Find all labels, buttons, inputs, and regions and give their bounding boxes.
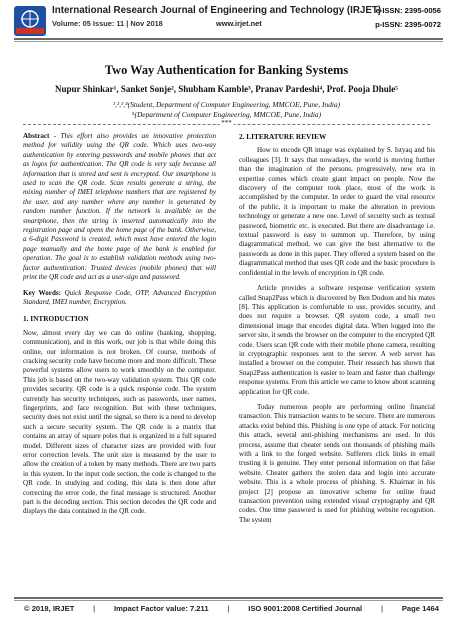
irjet-logo-icon — [14, 6, 46, 36]
footer-rule-thin — [14, 600, 443, 601]
footer-copyright: © 2018, IRJET — [24, 604, 75, 613]
footer-divider: | — [93, 604, 96, 613]
paper-authors: Nupur Shinkar¹, Sanket Sonje², Shubham Kamble³, Pranav Pardeshi⁴, Prof. Pooja Dhule⁵ — [55, 84, 398, 94]
introduction-text: Now, almost every day we can do online (banking, shopping, communication), and in this work, our job is that while doing this online, our information is not broken. Of course, methods of cracking security code have become more and more difficult. These powerful systems allow users to work smoothly on the computer. This job is based on the two-way validation system. This QR code provides security. QR code is a quick response code. The system currently has security techniques, such as passwords, user names, fingerprints, and face recognition. But with these techniques, security does not exist until the signal, so there is a need to develop such a secure security system. The QR code is a matrix that contains an array of square poles that is organized in a full squared model. Different sizes of character sizes are provided with four error correction levels. The unit size is measured by the user to allow the creation of a token by many methods. There are two parts in this system. In the input code section, the code is changed to the QR code. In studying and coding, this data is then done after correcting the error code, the final message is structured. Another part is the decoding section. This section decodes the QR code and displays the data contained in the QR code. — [23, 328, 216, 516]
header-rule-thin — [14, 41, 443, 42]
introduction-heading: 1. INTRODUCTION — [23, 314, 89, 324]
footer-impact-factor: Impact Factor value: 7.211 — [114, 604, 209, 613]
abstract — [23, 132, 216, 283]
journal-url[interactable]: www.irjet.net — [216, 19, 262, 28]
footer-divider: | — [227, 604, 230, 613]
abstract-label: Abstract — [23, 132, 50, 140]
journal-title: International Research Journal of Engineering and Technology (IRJET) — [52, 5, 382, 16]
paper-title: Two Way Authentication for Banking Systems — [104, 63, 349, 77]
journal-header — [14, 4, 443, 40]
keywords — [23, 289, 216, 308]
literature-review-heading: 2. LITERATURE REVIEW — [239, 132, 327, 141]
section-separator — [23, 121, 430, 129]
left-column — [23, 132, 216, 517]
keywords-text: Quick Response Code, OTP, Advanced Encryption Standard, IMEI number, Encryption. — [23, 288, 216, 306]
literature-paragraph-2: Article provides a software response verification system called Snap2Pass which is discovered by Ben Dodson and his mates [8]. This application is comfortable to use, provides security, and does not require a browser. QR system code, a small two dimensional image that encodes digital data. When logged into the server site, it sends the browser on the computer to the encrypted QR code. Users scan QR code with their mobile phone camera, resulting in cryptographic responses sent to the server. A web server has installed a browser on the computer. Their research has shown that Snap2Pass authentication is easier to learn and faster than challenge response systems. From this article we came to know about scanning application for QR code. — [239, 284, 436, 396]
volume-issue: Volume: 05 Issue: 11 | Nov 2018 — [52, 19, 163, 28]
literature-paragraph-1: How to encode QR image was explained by S. Istyaq and his colleagues [3]. It says that nowadays, the world is moving further than the imagination of the persons, progressively, new era in expertise comes which create giant impact on people. Now the discovery of the computer took place, most of the work is accomplished by the computer. In order to guard the vital resource of the public, it is important to make the alteration in previous technology or generate a new one. Level of security such as textual password, biometric etc. is executed. But there are disadvantage i.e. textual password is easy to summon up. Therefore, by using diagrammatical method, we can give the best alternative to the passwords as done in this paper. They offered a system based on the diagrammatical method that uses QR code and the basic procedure is confidential in the levels of encryption in QR code. — [239, 146, 435, 277]
separator-stars: *** — [221, 119, 232, 127]
header-rule — [14, 38, 443, 40]
affiliation-professor: ⁵(Department of Computer Engineering, MMCOE, Pune, India) — [131, 110, 322, 119]
e-issn: e-ISSN: 2395-0056 — [375, 6, 441, 15]
affiliation-students: ¹,²,³,⁴(Student, Department of Computer Engineering, MMCOE, Pune, India) — [112, 100, 341, 109]
footer-page-number: Page 1464 — [401, 604, 439, 613]
abstract-text: - This effort also provides an innovative protection method for validity using the QR code. Which uses two-way authentication by entering passwords and mobile phones that act as logos for authentication. The QR code is very safe because all information that is stored and sent is encrypted. Our smartphone is used to scan the QR code. Scan results generate a string, the mixing number of IMEI telephone numbers that are registered by the user, and any number where any number is generated by random number function. If the network is available on the smartphone, then the string is inserted automatically into the registration page and opens the home page of the bank. Otherwise, a 6-digit Password is created, which must have entered the login page manually and the home page of the bank is enabled for operation. The goal is to establish validation methods using two-factor authentication: Trusted devices (mobile phones) that will print the QR code and act as a user-sign and password. — [23, 132, 216, 282]
p-issn: p-ISSN: 2395-0072 — [375, 20, 441, 29]
right-column — [239, 132, 435, 525]
footer-divider: | — [380, 604, 384, 613]
literature-paragraph-3: Today numerous people are performing online financial transaction. This transaction wants to be secure. There are numerous attacks exist behind this. Phishing is one type of attack. For noticing this attack, several anti-phishing mechanisms are used. In this process, assume that cheater sends out thousands of phishing mails with a link to the forged website. Sufferers click links in email trusting it is genuine. They enter personal information on that false website. Cheater gathers the stolen data and login into accurate website. This is a whole process of phishing. S. Khairnar in his project [2] propose an innovative scheme for online fraud transaction prevention using extended visual cryptography and QR codes. One time password is used for phishing website recognition. The system — [239, 402, 435, 524]
page-footer — [24, 604, 439, 613]
keywords-label: Key Words: — [23, 288, 62, 297]
footer-iso: ISO 9001:2008 Certified Journal — [248, 604, 363, 613]
footer-rule — [14, 597, 443, 599]
